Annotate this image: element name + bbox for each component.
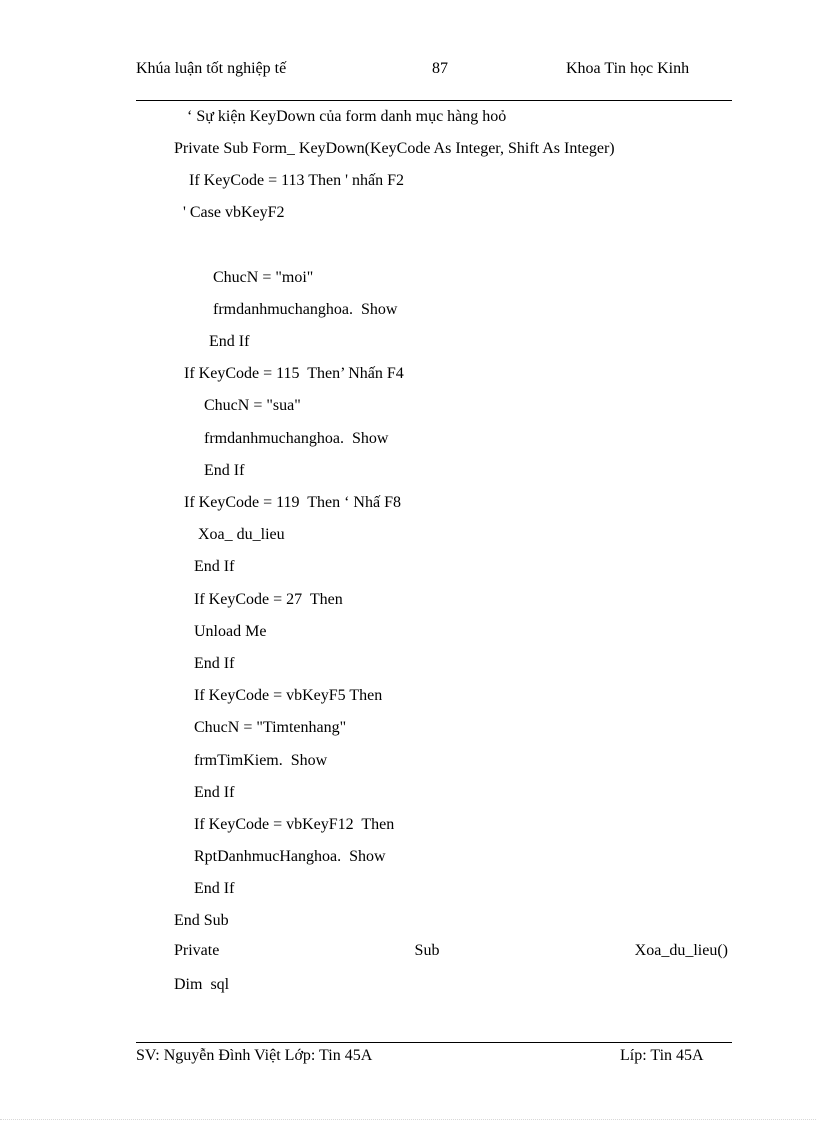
code-line: End If [194,784,235,801]
code-line: Unload Me [194,623,267,640]
footer-right: Líp: Tin 45A [620,1047,704,1064]
code-line: ChucN = "sua" [204,397,301,414]
code-line: ‘ Sự kiện KeyDown của form danh mục hàng hoỏ [187,108,507,125]
code-line: If KeyCode = vbKeyF5 Then [194,687,383,704]
code-line: End If [194,558,235,575]
code-line: End Sub [174,912,229,929]
code-line: If KeyCode = 27 Then [194,591,343,608]
code-line: frmdanhmuchanghoa. Show [204,430,389,447]
code-line: If KeyCode = 113 Then ' nhấn F2 [189,172,404,189]
page-edge-dots [0,1119,816,1120]
code-line: End If [209,333,250,350]
justified-word: Private [174,942,220,959]
code-line: ' Case vbKeyF2 [183,204,285,221]
footer-rule [136,1042,732,1043]
code-line: End If [204,462,245,479]
code-line: End If [194,655,235,672]
code-line: If KeyCode = 119 Then ‘ Nhấ F8 [184,494,401,511]
code-line: frmdanhmuchanghoa. Show [213,301,398,318]
header-right: Khoa Tin học Kinh [566,60,690,77]
page-number: 87 [432,60,448,77]
code-line: RptDanhmucHanghoa. Show [194,848,386,865]
code-line-last: Dim sql [174,976,230,993]
code-line: Xoa_ du_lieu [198,526,285,543]
code-line: If KeyCode = vbKeyF12 Then [194,816,395,833]
code-line: End If [194,880,235,897]
code-line: ChucN = "moi" [213,269,314,286]
code-line: Private Sub Form_ KeyDown(KeyCode As Integer, Shift As Integer) [174,140,615,157]
justified-code-line [174,941,728,961]
footer-left: SV: Nguyễn Đình Việt Lớp: Tin 45A [136,1047,373,1064]
header-left: Khúa luận tốt nghiệp tế [136,60,287,77]
justified-word: Sub [414,942,440,959]
code-line: ChucN = "Timtenhang" [194,719,347,736]
code-line: If KeyCode = 115 Then’ Nhấn F4 [184,365,404,382]
code-line: frmTimKiem. Show [194,752,328,769]
header-rule [136,100,732,101]
justified-word: Xoa_du_lieu() [634,942,728,959]
